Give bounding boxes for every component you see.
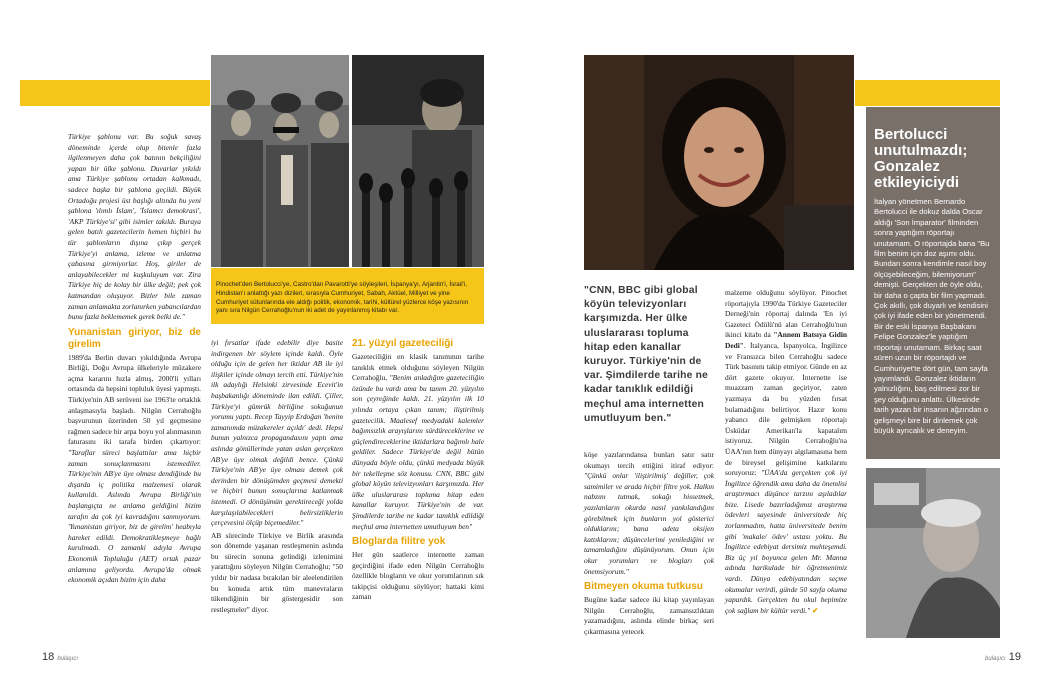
heading-21: 21. yüzyıl gazeteciliği [352,338,454,349]
right-column-1 [584,450,714,640]
left-column-3 [352,338,484,605]
folio-left-number: 18 [42,651,55,663]
eu-quote: "Taraflar süreci başlattılar ama hiçbir zaman sonuçlanmasını istemediler. Türkiye'nin AB'ye üye olması dendiğinde bu dışarda iç politika malzemesi olarak kullanıldı. Aslında Avrupa Birliği'nin başlangıçta ne anlama geldiğini bizim tarafın da çok iyi kavradığını sanmıyorum. 'Yunanistan giriyor, biz de girelim' heabıyla hareket edildi. Demokratikleşmeye bağlı kurulmadı. O zamanki adıyla Avrupa Ekonomik Topluluğu (AET) ortak pazar anlamına geliyordu. Avrupa'da olmak ekonomik açıdan bizim için daha [68,448,201,585]
check-mark-icon: ✔ [812,605,819,615]
left-column-2 [211,338,343,617]
c21-plain: Gazeteciliğin en klasik tanımının tarihe tanıklık etmek olduğunu söyleyen Nilgün Cerrahoğlu, [352,352,484,383]
folio-left [42,651,78,663]
photo-castro [352,55,484,267]
eu-plain: 1989'da Berlin duvarı yıkıldığında Avrupa Birliği, Doğu Avrupa ülkeleriyle müzakere açma kararını hızla almış, 2000'li yılları ortasında da hepsini topluluk üyesi yapmıştı. Türkiye'nin AB serüveni ise 1963'te ortaklık anlaşmasıyla başladı. Nilgün Cerrahoğlu başvurunun üzerinden 50 yıl geçmesine rağmen sadece bir arpa boyu yol alınmasının faturasını iki tarafa birden çıkartıyor: [68,352,201,447]
yellow-band-left [20,80,210,106]
r2-b: . İtalyanca, İspanyolca, İngilizce ve Fransızca bilen Cerrahoğlu sadece Türk basınını takip etmiyor. Günde en az dört gazete okuyor. İnternette ise muazzam zaman geçiriyor, zaten yazmaya da bu yüzden fırsat bulamadığını belirtiyor. Hazır konu yabancı dile gelmişken röportajı Üsküdar Amerikan'la kapatalım istiyoruz. Nilgün Cerrahoğlu'na ÜAA'nın hem dünyayı algılamasına hem de bireysel gelişimine katkılarını soruyoruz: [725,340,847,478]
sidebar-title: Bertolucci unutulmazdı; Gonzalez etkileyiciydi [874,126,968,191]
heading-blog: Bloglarda filitre yok [352,536,446,548]
yellow-band-right [855,80,1000,106]
r1-tail: Bugüne kadar sadece iki kitap yayınlayan Nilgün Cerrahoğlu, zamansızlıktan yazamadığını, aslında elinde birkaç seri çıkarmasına yetecek [584,595,714,636]
folio-right [985,651,1021,663]
folio-right-mag: bulaşıcı [985,656,1006,662]
eu-text [68,353,201,586]
sidebar-box [866,107,1000,459]
book-title: "Annem Batsıya Gidin Dedi" [725,330,847,350]
heading-eu: Yunanistan giriyor, biz de girelim [68,326,201,350]
c21-quote: "Benim anladığım gazeteciliğin özünde bu vardı ama bu tanım 20. yüzyılın son çeyreğinde kaldı. 21. yüzyılın ilk 10 yılında ortaya çıkan tanım; iliştirilmiş gazetecilik. Maalesef medyadaki kalemler bağımsızlık arayışlarını sürdüreceklerine ve güçlendireceklerine iktidarlara bağımlı hale geldiler. Sadece Türkiye'de değil bütün dünyada böyle oldu, çünkü medyada büyük bir tekelleşme söz konusu. CNN, BBC gibi global köyün televizyonları karşımızda. Her ülke uluslararası topluma hitap eden kanallar kuruyor. Türkiye'nin de var. Şimdilerde tarihe ne kadar tanıklık edildiği meçhul ama internetten umutluyum ben" [352,373,484,531]
right-column-2 [725,288,847,618]
blog-plain: Her gün saatlerce internette zaman geçirdiğini ifade eden Nilgün Cerrahoğlu özellikle blogların ve okur yorumlarının sık takipçisi olduğunu söylüyor; hattaki kimi zaman [352,550,484,602]
r1-plain: köşe yazılarındansa bunları satır satır okumayı tercih ettiğini itiraf ediyor: [584,450,714,470]
intro-text: Türkiye şablonu var. Bu soğuk savaş döneminde içerde olup bitenle fazla ilgilenmeyen daha çok batının bekçiliğini yapan bir ülke şablonu. Duvarlar yıkıldı ama Türkiye şablonu ortadan kalkmadı, sadece başka bir şablona geçildi. Büyük Ortadoğu projesi üst başlığı altında bu yeni şablona 'ılımlı İslam', 'İslamcı demokrasi', 'AKP Türkiye'si' gibi isimler takıldı. Buraya gelen batılı gazetecilerin hemen hiçbiri bu tür şablonların dışına çıkıp gerçek Türkiye'yi anlama, izleme ve anlatma çabasına girmiyorlar. Hoş, giriler de anlayabilecekler mi kuşkuluyum var. Zira Türkiye hiç de kolay bir ülke değil; pek çok katmandan oluşuyor. Bizler bile zaman zaman anlamakta zorlanırken yabancılardan bunu fazla beklememek gerek belki de." [68,132,201,322]
left-column-1 [68,132,201,588]
photo-pinochet [211,55,349,267]
sidebar-body: İtalyan yönetmen Bernardo Bertolucci ile dokuz dalda Oscar aldığı 'Son İmparator' filminden sonra yaptığım röportajı unutamam. O röportajda bana "Bu film benim için doz aşımı oldu. Bundan sonra kendimle nasıl boy ölçüşebileceğim, bilemiyorum" demişti. Gerçekten de öyle oldu, bir daha o çapta bir film yapmadı. Çok akıllı, çok duyarlı ve kendisini çok iyi ifade eden bir yönetmendi. Bir de eski İspanya Başbakanı Felipe Gonzalez'le yaptığım röportajı unutamam. Birkaç saat süren uzun bir röportajdı ve Cumhuriyet'te dört gün, tam sayfa yayımlandı. Gonzalez iktidarın yalnızlığını, baş edilmesi zor bir şey olduğunu anlattı. Ülkesinde tarih yazan bir insanın ağzından o gelişmeyi bire bir dinlemek çok büyük ayrıcalık ve deneyim. [874,197,990,435]
r2-a: malzeme olduğunu söylüyor. Pinochet röportajıyla 1990'da Türkiye Gazeteciler Derneği'nin röportaj dalında 'En iyi Gazeteci Ödülü'nü alan Cerrahoğlu'nun ikinci kitabı da [725,288,847,340]
pull-quote: "CNN, BBC gibi global köyün televizyonları karşımızda. Her ülke uluslararası topluma hitap eden kanallar kuruyor. Türkiye'nin de var. Şimdilerde tarihe ne kadar tanıklık edildiği meçhul ama internetten umutluyum ben." [584,285,709,424]
photo-bertolucci [866,468,1000,638]
r2-quote: "ÜAA'da gerçekten çok iyi İngilizce öğrendik ama daha da önemlisi araştırmacı düşünce tarzını aşıladılar bize. Lisede bazırladığımız araştırma ödevleri sayesinde üniversitede hiç zorlanmadım, hatta üniversitede benim gibi 'makale/ ödev' ustası yoktu. Bu İngilizce edebiyat dersimiz muhteşemdi. Biz üç yıl boyunca gelen Mr. Manna adında harikulade bir öğretmenimiz vardı. Dünya edebiyatından seçme okumalar verirdi, günde 50 sayfa okuma yapardık. Gerçekten bu okul bepimize çok sağlam bir kültür verdi." [725,468,847,615]
folio-right-number: 19 [1008,651,1021,663]
mid-plain: AB sürecinde Türkiye ve Birlik arasında son dönemde yaşanan restleşmenin aslında bu sürecin sonuna gelindiği izlenimini yarattığını söyleyen Nilgün Cerrahoğlu; "50 yıldır bir nadasa bırakılan bir aleelendirilen bu konuda artık tüm manevraların tükendiğinin bir göstergesidir son restleşmeler" diyor. [211,530,343,614]
r1-quote: "Çünkü onlar 'iliştirilmiş' değiller, çok samimiler ve arada hiçbir filtre yok. Halkın nabzını tutmak, sokağı hissetmek, yazılanların okurda nasıl yankılandığını görebilmek için bunların yol gösterici olduklarını; bana adeta oksijen kattıklarını; düşüncelerimi yenilediğini ve tamamladığını düşünüyorum. Onun için okur yorumları ve blogları çok önemsiyorum." [584,471,714,576]
mid-quote: iyi fırsatlar ifade edebilir diye basite indirgenen bir söylem içinde kaldı. Öyle olduğu için de gelen her iktidar AB ile iyi ilişkiler içinde olmayı tercih etti. Türkiye'nin ilk adaylığı Helsinki zirvesinde Ecevit'in başbakanlığı döneminde ilan edildi. Çiller, Türkiye'yi gümrük birliğine sokuğunun yorumu yaptı. Recep Tayyip Erdoğan 'benim zamanımda müzakereler açıldı' dedi. Hepsi bunun yalnızca propagandasını yaptı ama aslında gönüllerinde yatan aslan gerçekten AB'ye üye olmak değildi bence. Çünkü Türkiye'nin AB'ye üye olması demek çok derinden bir dönüşümden geçmesi demekti ve hiçbiri bunun sonuçlarına katlanmak istemedi. O dönüşümün gerektireceği yolda karşılaşılabilecekleri belirsizliklerin çerçevesini ölçüp biçemediler." [211,338,343,528]
photo-caption: Pinochet'den Bertolucci'ye, Castro'dan Pavarotti'ye söyleşileri, İspanya'yı, Arjantin'i, İsrail'i, Hindistan'ı anlattığı yazı dizileri, sırasıyla Cumhuriyet, Sabah, Aktüel, Milliyet ve yine Cumhuriyet sütunlarında ele aldığı politik, ekonomik, tarihi, kültürel yüzlerce köşe yazısının yanı sıra Nilgün Cerrahoğlu'nun iki adet de yayınlanmış kitabı var. [216,281,469,315]
photo-portrait [584,55,854,270]
heading-reading: Bitmeyen okuma tutkusu [584,581,703,593]
folio-left-mag: bulaşıcı [57,656,78,662]
